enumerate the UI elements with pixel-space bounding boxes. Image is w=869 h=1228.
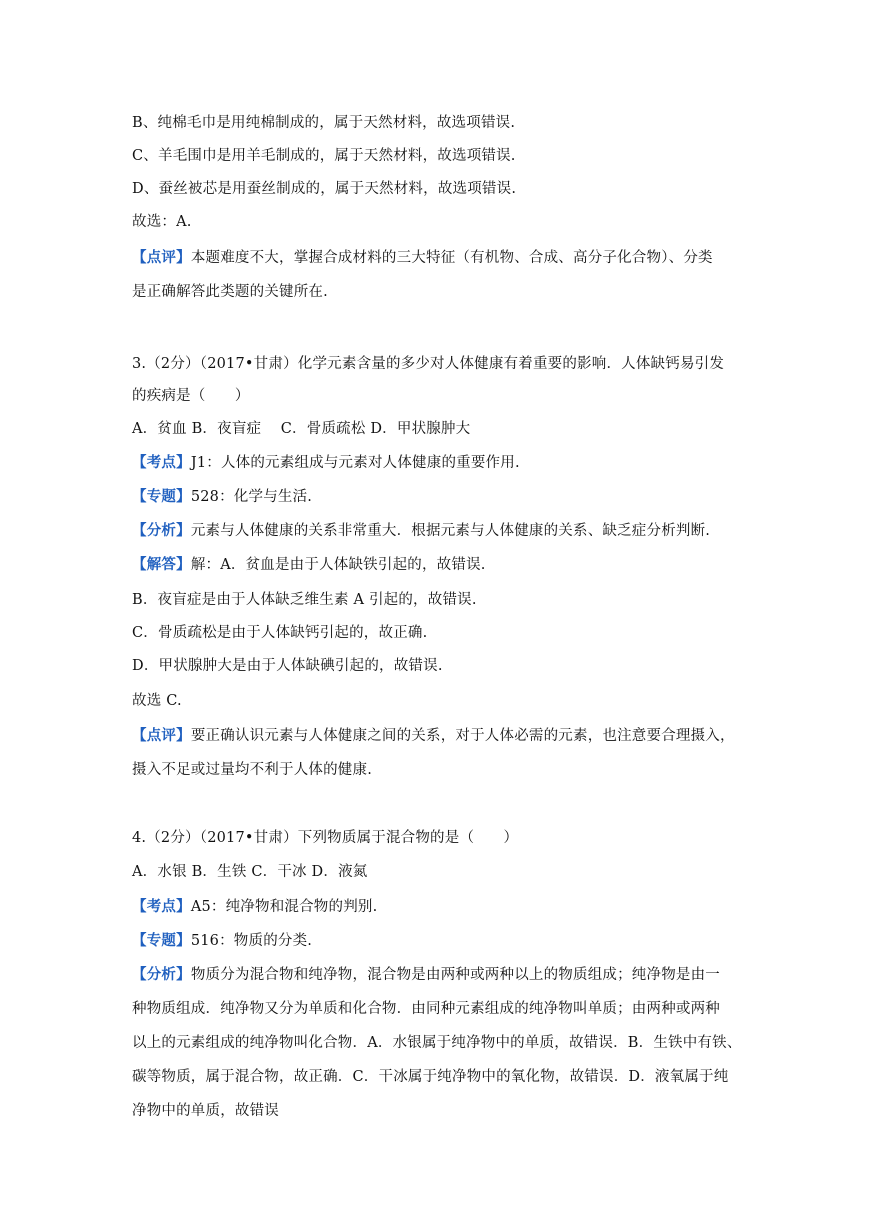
q4-fenxi-line-1: 【分析】物质分为混合物和纯净物，混合物是由两种或两种以上的物质组成；纯净物是由一 (132, 967, 721, 983)
q2-option-b-explanation: B、纯棉毛巾是用纯棉制成的，属于天然材料，故选项错误. (132, 115, 516, 131)
q2-comment-line-2: 是正确解答此类题的关键所在. (132, 284, 328, 300)
q4-fenxi-line-2: 种物质组成．纯净物又分为单质和化合物．由同种元素组成的纯净物叫单质；由两种或两种 (132, 1001, 720, 1017)
q3-jieda-line-2: B．夜盲症是由于人体缺乏维生素 A 引起的，故错误. (132, 592, 477, 608)
q3-answer: 故选 C. (132, 693, 182, 709)
q4-fenxi-line-4: 碳等物质，属于混合物，故正确．C．干冰属于纯净物中的氧化物，故错误．D．液氧属于纯 (132, 1069, 729, 1085)
fenxi-tag: 【分析】 (132, 967, 191, 983)
comment-tag: 【点评】 (132, 250, 191, 266)
dianping-tag: 【点评】 (132, 728, 191, 744)
jieda-tag: 【解答】 (132, 557, 191, 573)
q4-fenxi-line-5: 净物中的单质，故错误 (132, 1103, 279, 1119)
q3-kaodian: 【考点】J1：人体的元素组成与元素对人体健康的重要作用. (132, 455, 520, 471)
zhuanti-tag: 【专题】 (132, 933, 191, 949)
q3-stem-line-1: 3.（2分）（2017•甘肃）化学元素含量的多少对人体健康有着重要的影响．人体缺钙易引发 (132, 356, 725, 372)
q3-jieda-line-1: 【解答】解：A．贫血是由于人体缺铁引起的，故错误. (132, 557, 486, 573)
q4-stem: 4.（2分）（2017•甘肃）下列物质属于混合物的是（ ） (132, 830, 519, 846)
q4-options: A．水银 B．生铁 C．干冰 D．液氮 (132, 864, 368, 880)
fenxi-tag: 【分析】 (132, 523, 191, 539)
q3-zhuanti: 【专题】528：化学与生活. (132, 489, 313, 505)
zhuanti-tag: 【专题】 (132, 489, 191, 505)
q3-jieda-line-3: C．骨质疏松是由于人体缺钙引起的，故正确. (132, 625, 428, 641)
q3-fenxi: 【分析】元素与人体健康的关系非常重大．根据元素与人体健康的关系、缺乏症分析判断. (132, 523, 711, 539)
q2-option-d-explanation: D、蚕丝被芯是用蚕丝制成的，属于天然材料，故选项错误. (132, 181, 517, 197)
q3-options: A．贫血 B．夜盲症 C．骨质疏松 D．甲状腺肿大 (132, 421, 471, 437)
q2-comment-line-1: 【点评】本题难度不大，掌握合成材料的三大特征（有机物、合成、高分子化合物）、分类 (132, 250, 713, 266)
q4-kaodian: 【考点】A5：纯净物和混合物的判别. (132, 899, 378, 915)
kaodian-tag: 【考点】 (132, 899, 191, 915)
q4-zhuanti: 【专题】516：物质的分类. (132, 933, 313, 949)
q3-stem-line-2: 的疾病是（ ） (132, 388, 250, 404)
q3-jieda-line-4: D．甲状腺肿大是由于人体缺碘引起的，故错误. (132, 658, 443, 674)
q2-option-c-explanation: C、羊毛围巾是用羊毛制成的，属于天然材料，故选项错误. (132, 148, 516, 164)
q4-fenxi-line-3: 以上的元素组成的纯净物叫化合物．A．水银属于纯净物中的单质，故错误．B．生铁中有铁、 (132, 1035, 742, 1051)
q3-dianping-line-1: 【点评】要正确认识元素与人体健康之间的关系，对于人体必需的元素，也注意要合理摄入， (132, 728, 735, 744)
kaodian-tag: 【考点】 (132, 455, 191, 471)
q3-dianping-line-2: 摄入不足或过量均不利于人体的健康. (132, 762, 373, 778)
q2-answer: 故选：A. (132, 214, 192, 230)
